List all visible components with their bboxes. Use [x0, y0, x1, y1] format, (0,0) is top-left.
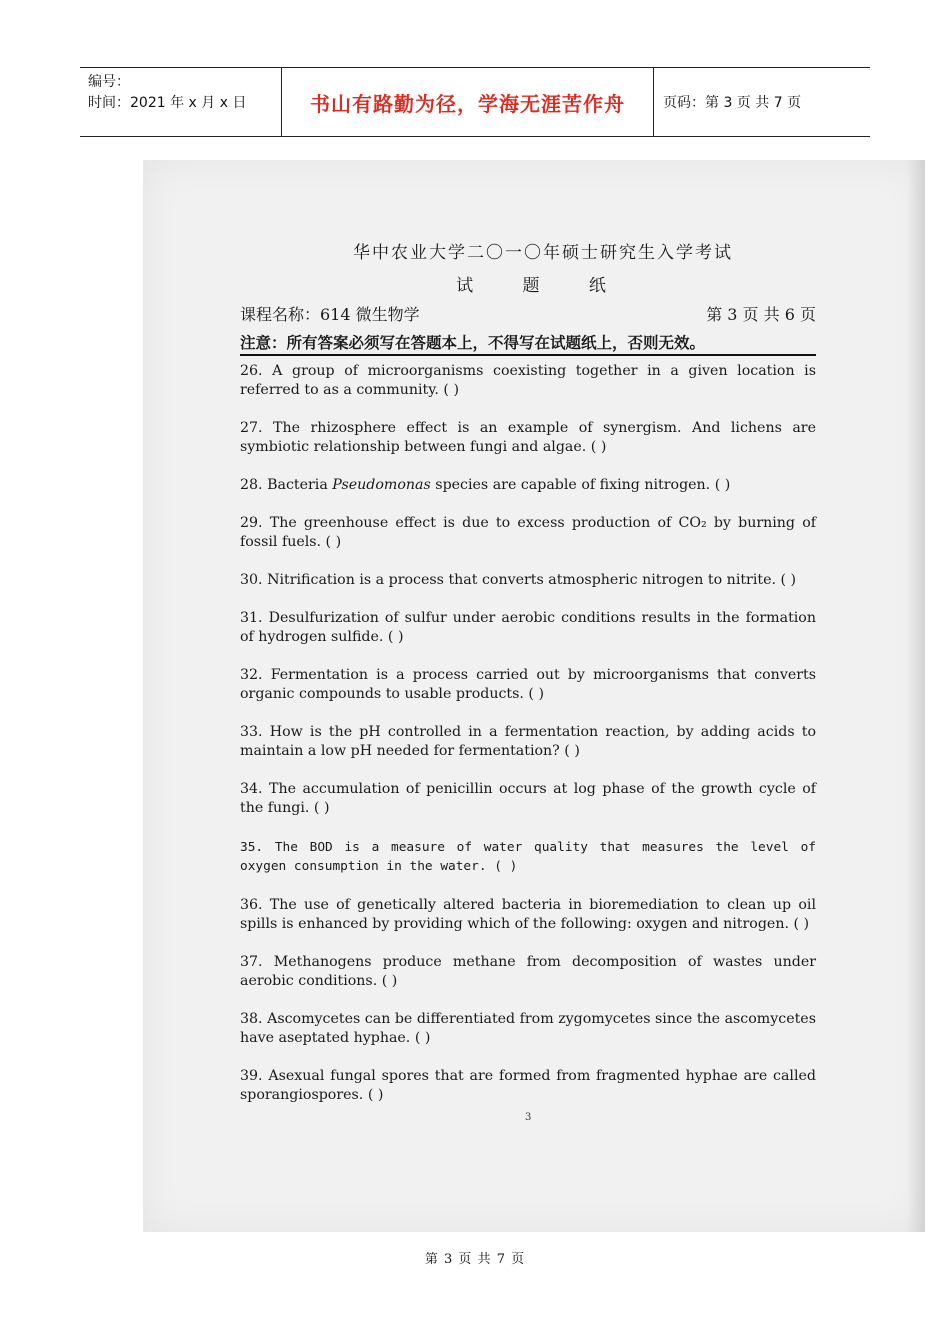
genus-name: Pseudomonas [332, 477, 431, 493]
question-37: 37. Methanogens produce methane from decomposition of wastes under aerobic conditions. ( ) [240, 954, 816, 989]
motto-text: 书山有路勤为径，学海无涯苦作舟 [310, 91, 625, 116]
question-31: 31. Desulfurization of sulfur under aerobic conditions results in the formation of hydrogen sulfide. ( ) [240, 610, 816, 645]
question-39: 39. Asexual fungal spores that are formed from fragmented hyphae are called sporangiospores. ( ) [240, 1068, 816, 1103]
scan-edge-shadow [907, 160, 925, 1232]
exam-title: 华中农业大学二〇一〇年硕士研究生入学考试 [353, 243, 733, 263]
question-27: 27. The rhizosphere effect is an example of synergism. And lichens are symbiotic relationship between fungi and algae. ( ) [240, 420, 816, 455]
exam-subtitle: 试 题 纸 [456, 276, 628, 296]
question-34: 34. The accumulation of penicillin occurs at log phase of the growth cycle of the fungi. ( ) [240, 781, 816, 816]
time-label: 时间：2021 年 x 月 x 日 [88, 95, 247, 111]
scan-page-number: 3 [525, 1112, 532, 1123]
question-26: 26. A group of microorganisms coexisting together in a given location is referred to as a community. ( ) [240, 363, 816, 398]
question-38: 38. Ascomycetes can be differentiated from zygomycetes since the ascomycetes have aseptated hyphae. ( ) [240, 1011, 816, 1046]
header-motto-cell [281, 68, 654, 136]
scanned-exam-sheet [143, 160, 925, 1232]
question-35: 35. The BOD is a measure of water quality that measures the level of oxygen consumption in the water. ( ) [240, 840, 816, 874]
course-name: 课程名称：614 微生物学 [240, 305, 420, 324]
course-line [240, 302, 816, 325]
page-footer: 第 3 页 共 7 页 [424, 1252, 526, 1267]
header-page-label: 页码：第 3 页 共 7 页 [663, 95, 802, 111]
question-29: 29. The greenhouse effect is due to excess production of CO₂ by burning of fossil fuels. ( ) [240, 515, 816, 550]
code-label: 编号： [88, 74, 130, 90]
question-30: 30. Nitrification is a process that converts atmospheric nitrogen to nitrite. ( ) [240, 572, 797, 588]
document-header [80, 67, 870, 137]
question-28: 28. Bacteria Pseudomonas species are capable of fixing nitrogen. ( ) [240, 477, 731, 493]
header-meta [80, 68, 281, 136]
exam-page-number: 第 3 页 共 6 页 [706, 305, 816, 324]
exam-notice: 注意：所有答案必须写在答题本上，不得写在试题纸上，否则无效。 [240, 331, 816, 356]
question-36: 36. The use of genetically altered bacteria in bioremediation to clean up oil spills is enhanced by providing which of the following: oxygen and nitrogen. ( ) [240, 897, 816, 932]
question-33: 33. How is the pH controlled in a fermentation reaction, by adding acids to maintain a low pH needed for fermentation? ( ) [240, 724, 816, 759]
exam-content [240, 234, 816, 1105]
question-32: 32. Fermentation is a process carried out by microorganisms that converts organic compounds to usable products. ( ) [240, 667, 816, 702]
